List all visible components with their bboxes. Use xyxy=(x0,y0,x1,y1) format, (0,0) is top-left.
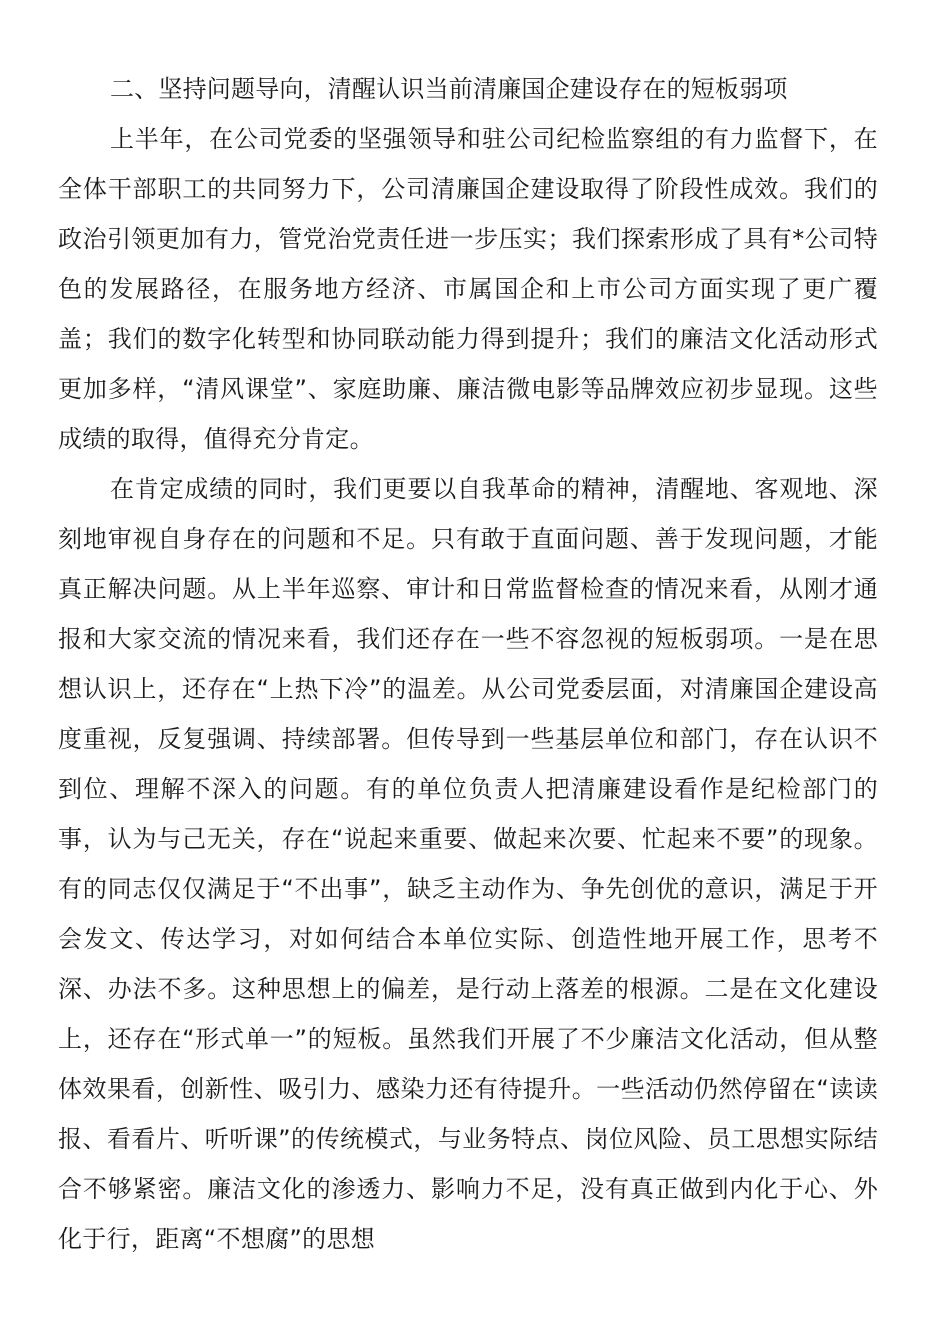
paragraph-problems: 在肯定成绩的同时，我们更要以自我革命的精神，清醒地、客观地、深刻地审视自身存在的问题和不足。只有敢于直面问题、善于发现问题，才能真正解决问题。从上半年巡察、审计和日常监督检查的情况来看，从刚才通报和大家交流的情况来看，我们还存在一些不容忽视的短板弱项。一是在思想认识上，还存在“上热下冷”的温差。从公司党委层面，对清廉国企建设高度重视，反复强调、持续部署。但传导到一些基层单位和部门，存在认识不到位、理解不深入的问题。有的单位负责人把清廉建设看作是纪检部门的事，认为与己无关，存在“说起来重要、做起来次要、忙起来不要”的现象。有的同志仅仅满足于“不出事”，缺乏主动作为、争先创优的意识，满足于开会发文、传达学习，对如何结合本单位实际、创造性地开展工作，思考不深、办法不多。这种思想上的偏差，是行动上落差的根源。二是在文化建设上，还存在“形式单一”的短板。虽然我们开展了不少廉洁文化活动，但从整体效果看，创新性、吸引力、感染力还有待提升。一些活动仍然停留在“读读报、看看片、听听课”的传统模式，与业务特点、岗位风险、员工思想实际结合不够紧密。廉洁文化的渗透力、影响力不足，没有真正做到内化于心、外化于行，距离“不想腐”的思想 xyxy=(58,475,878,1253)
document-page xyxy=(58,64,878,1264)
paragraph-achievements: 上半年，在公司党委的坚强领导和驻公司纪检监察组的有力监督下，在全体干部职工的共同努力下，公司清廉国企建设取得了阶段性成效。我们的政治引领更加有力，管党治党责任进一步压实；我们探索形成了具有*公司特色的发展路径，在服务地方经济、市属国企和上市公司方面实现了更广覆盖；我们的数字化转型和协同联动能力得到提升；我们的廉洁文化活动形式更加多样，“清风课堂”、家庭助廉、廉洁微电影等品牌效应初步显现。这些成绩的取得，值得充分肯定。 xyxy=(58,125,878,453)
section-heading: 二、坚持问题导向，清醒认识当前清廉国企建设存在的短板弱项 xyxy=(110,75,788,103)
